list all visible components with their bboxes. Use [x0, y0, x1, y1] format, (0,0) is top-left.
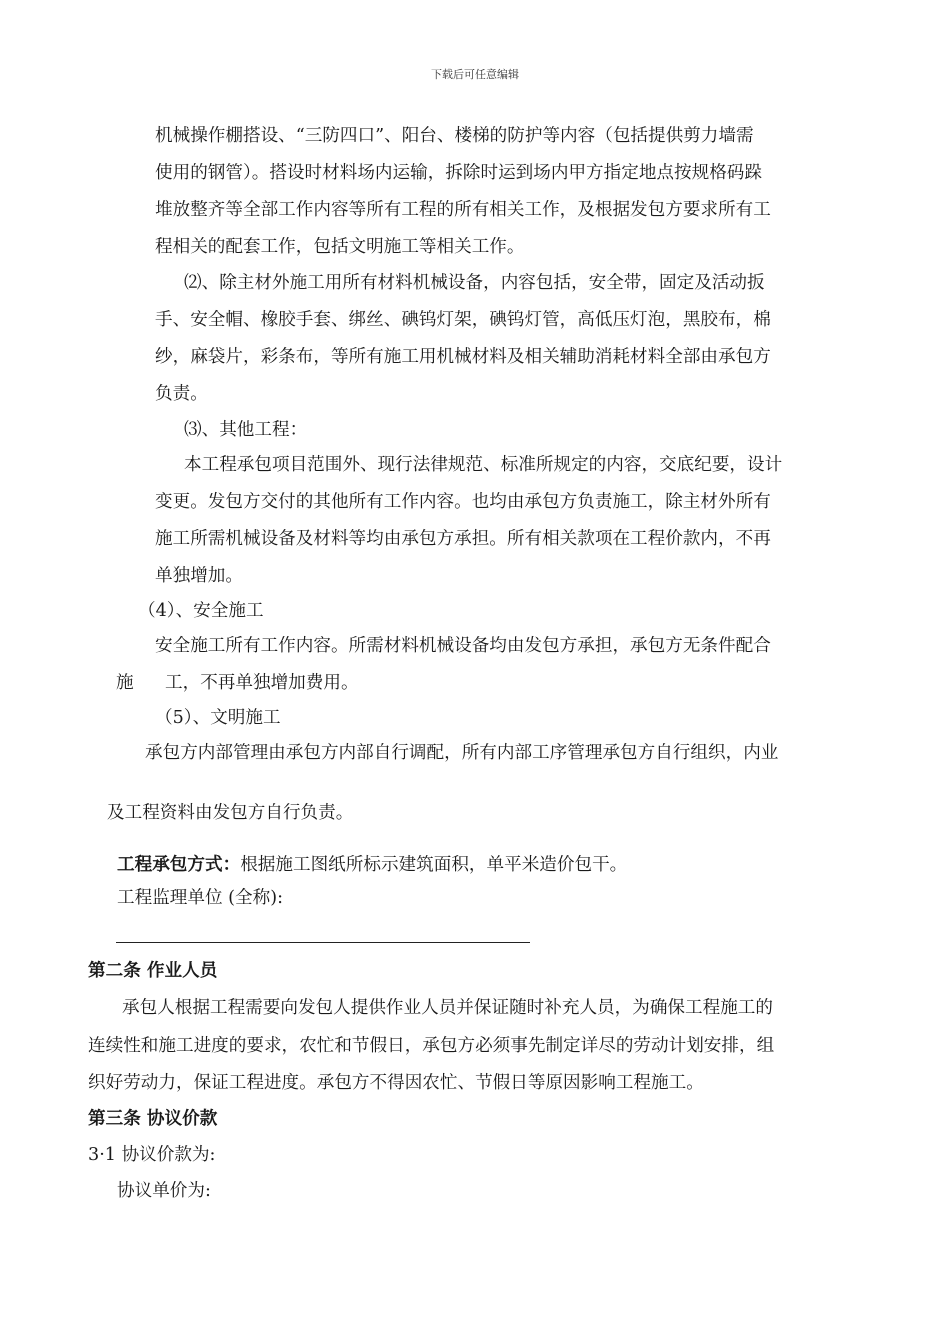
paragraph-line: 纱，麻袋片，彩条布，等所有施工用机械材料及相关辅助消耗材料全部由承包方	[155, 347, 771, 367]
subsection-heading: （5）、文明施工	[155, 708, 281, 728]
paragraph-line: 施	[116, 673, 134, 693]
paragraph-line: 变更。发包方交付的其他所有工作内容。也均由承包方负责施工，除主材外所有	[155, 492, 771, 512]
paragraph-line: 安全施工所有工作内容。所需材料机械设备均由发包方承担，承包方无条件配合	[155, 636, 771, 656]
paragraph-line: ⑵、除主材外施工用所有材料机械设备，内容包括，安全带，固定及活动扳	[184, 273, 765, 293]
paragraph-line: 工，不再单独增加费用。	[165, 673, 359, 693]
contract-method-colon: ：	[222, 854, 241, 875]
contract-method-line	[117, 856, 627, 875]
paragraph-line: 单独增加。	[155, 566, 243, 586]
subsection-heading: ⑶、其他工程：	[184, 420, 308, 440]
paragraph-line: 连续性和施工进度的要求，农忙和节假日，承包方必须事先制定详尽的劳动计划安排，组	[88, 1036, 775, 1056]
paragraph-line: 使用的钢管）。搭设时材料场内运输，拆除时运到场内甲方指定地点按规格码跺	[155, 163, 762, 183]
paragraph-line: 承包人根据工程需要向发包人提供作业人员并保证随时补充人员，为确保工程施工的	[122, 998, 773, 1018]
contract-method-label: 工程承包方式	[117, 854, 223, 875]
paragraph-line: 织好劳动力，保证工程进度。承包方不得因农忙、节假日等原因影响工程施工。	[88, 1073, 704, 1093]
subsection-heading: （4）、安全施工	[138, 601, 264, 621]
paragraph-line: 及工程资料由发包方自行负责。	[107, 803, 354, 823]
paragraph-line: 负责。	[155, 384, 208, 404]
paragraph-line: 本工程承包项目范围外、现行法律规范、标准所规定的内容，交底纪要，设计	[184, 455, 783, 475]
page-header-note: 下载后可任意编辑	[431, 68, 519, 81]
paragraph-line: 承包方内部管理由承包方内部自行调配，所有内部工序管理承包方自行组织，内业	[145, 743, 779, 763]
paragraph-line: 程相关的配套工作，包括文明施工等相关工作。	[155, 237, 525, 257]
supervisor-unit-label: 工程监理单位 (全称):	[117, 888, 283, 908]
article-2-title: 第二条 作业人员	[88, 960, 218, 981]
paragraph-line: 堆放整齐等全部工作内容等所有工程的所有相关工作，及根据发包方要求所有工	[155, 200, 771, 220]
paragraph-line: 机械操作棚搭设、“三防四口”、阳台、楼梯的防护等内容（包括提供剪力墙需	[155, 126, 754, 146]
article-3-title: 第三条 协议价款	[88, 1108, 218, 1129]
clause-3-1: 3·1 协议价款为:	[88, 1145, 216, 1165]
unit-price-label: 协议单价为:	[117, 1181, 211, 1201]
paragraph-line: 手、安全帽、橡胶手套、绑丝、碘钨灯架，碘钨灯管，高低压灯泡，黑胶布，棉	[155, 310, 771, 330]
paragraph-line: 施工所需机械设备及材料等均由承包方承担。所有相关款项在工程价款内，不再	[155, 529, 771, 549]
supervisor-unit-blank-line	[116, 942, 530, 943]
contract-method-text: 根据施工图纸所标示建筑面积，单平米造价包干。	[240, 855, 628, 875]
